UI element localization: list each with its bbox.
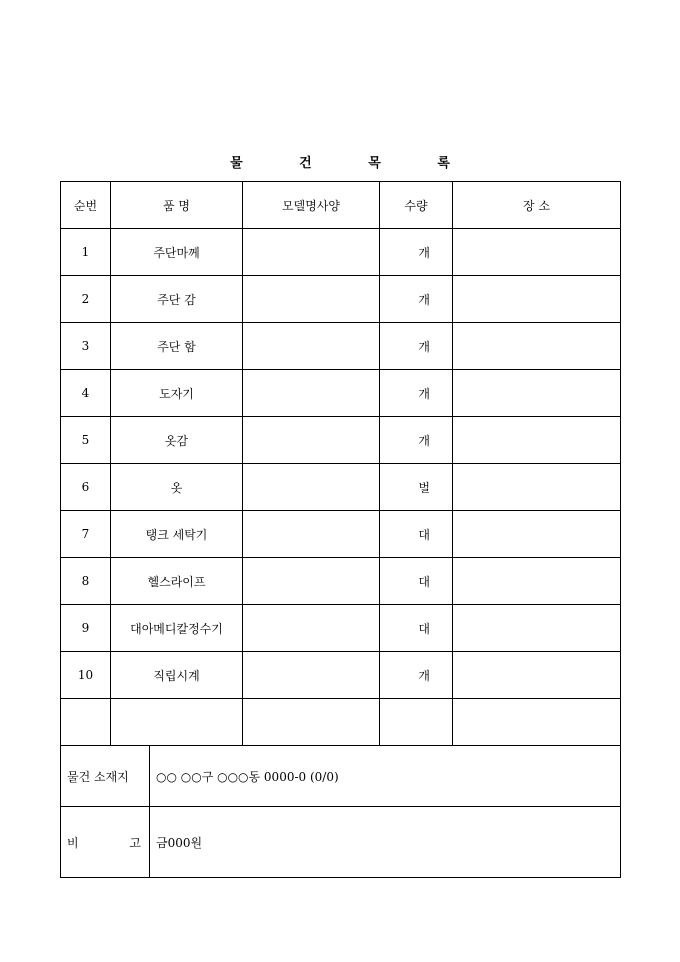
table-row (61, 370, 621, 417)
row-number-cell: 5 (61, 417, 111, 464)
remarks-row (61, 807, 621, 878)
place-cell (453, 558, 621, 605)
table-row (61, 558, 621, 605)
row-number-cell: 1 (61, 229, 111, 276)
table-row (61, 323, 621, 370)
header-name: 품 명 (111, 182, 243, 229)
quantity-cell: 개 (380, 323, 453, 370)
row-number-cell: 9 (61, 605, 111, 652)
place-cell (453, 605, 621, 652)
model-spec-cell (243, 370, 380, 417)
location-value: ○○ ○○구 ○○○동 0000-0 (0/0) (150, 746, 621, 807)
item-name-cell: 대아메디칼정수기 (111, 605, 243, 652)
model-spec-cell (243, 652, 380, 699)
row-number-cell: 7 (61, 511, 111, 558)
location-row (61, 746, 621, 807)
table-row (61, 699, 621, 746)
header-model: 모델명사양 (243, 182, 380, 229)
model-spec-cell (243, 511, 380, 558)
header-place: 장 소 (453, 182, 621, 229)
model-spec-cell (243, 276, 380, 323)
header-qty: 수량 (380, 182, 453, 229)
quantity-cell: 개 (380, 417, 453, 464)
place-cell (453, 370, 621, 417)
table-row (61, 652, 621, 699)
table-row (61, 464, 621, 511)
quantity-cell: 개 (380, 276, 453, 323)
row-number-cell (61, 699, 111, 746)
quantity-cell: 대 (380, 605, 453, 652)
model-spec-cell (243, 464, 380, 511)
quantity-cell: 개 (380, 652, 453, 699)
item-name-cell: 도자기 (111, 370, 243, 417)
model-spec-cell (243, 605, 380, 652)
item-name-cell (111, 699, 243, 746)
item-name-cell: 헬스라이프 (111, 558, 243, 605)
table-row (61, 605, 621, 652)
goods-list-table (60, 181, 621, 878)
quantity-cell: 대 (380, 511, 453, 558)
quantity-cell: 벌 (380, 464, 453, 511)
place-cell (453, 652, 621, 699)
remarks-value: 금000원 (150, 807, 621, 878)
header-row (61, 182, 621, 229)
table-row (61, 276, 621, 323)
model-spec-cell (243, 229, 380, 276)
document-title: 물 건 목 록 (230, 156, 476, 171)
table-row (61, 229, 621, 276)
item-name-cell: 주단 감 (111, 276, 243, 323)
model-spec-cell (243, 699, 380, 746)
place-cell (453, 323, 621, 370)
place-cell (453, 276, 621, 323)
item-name-cell: 주단마께 (111, 229, 243, 276)
location-label: 물건 소재지 (61, 746, 150, 807)
place-cell (453, 417, 621, 464)
row-number-cell: 10 (61, 652, 111, 699)
row-number-cell: 6 (61, 464, 111, 511)
place-cell (453, 229, 621, 276)
table-row (61, 417, 621, 464)
remarks-label: 비 고 (61, 807, 150, 878)
quantity-cell: 개 (380, 370, 453, 417)
row-number-cell: 8 (61, 558, 111, 605)
item-name-cell: 주단 함 (111, 323, 243, 370)
place-cell (453, 699, 621, 746)
row-number-cell: 3 (61, 323, 111, 370)
item-name-cell: 옷 (111, 464, 243, 511)
model-spec-cell (243, 323, 380, 370)
row-number-cell: 2 (61, 276, 111, 323)
table-row (61, 511, 621, 558)
row-number-cell: 4 (61, 370, 111, 417)
item-name-cell: 직립시계 (111, 652, 243, 699)
header-no: 순번 (61, 182, 111, 229)
model-spec-cell (243, 417, 380, 464)
place-cell (453, 511, 621, 558)
quantity-cell (380, 699, 453, 746)
item-name-cell: 옷감 (111, 417, 243, 464)
item-name-cell: 탱크 세탁기 (111, 511, 243, 558)
quantity-cell: 개 (380, 229, 453, 276)
quantity-cell: 대 (380, 558, 453, 605)
place-cell (453, 464, 621, 511)
model-spec-cell (243, 558, 380, 605)
